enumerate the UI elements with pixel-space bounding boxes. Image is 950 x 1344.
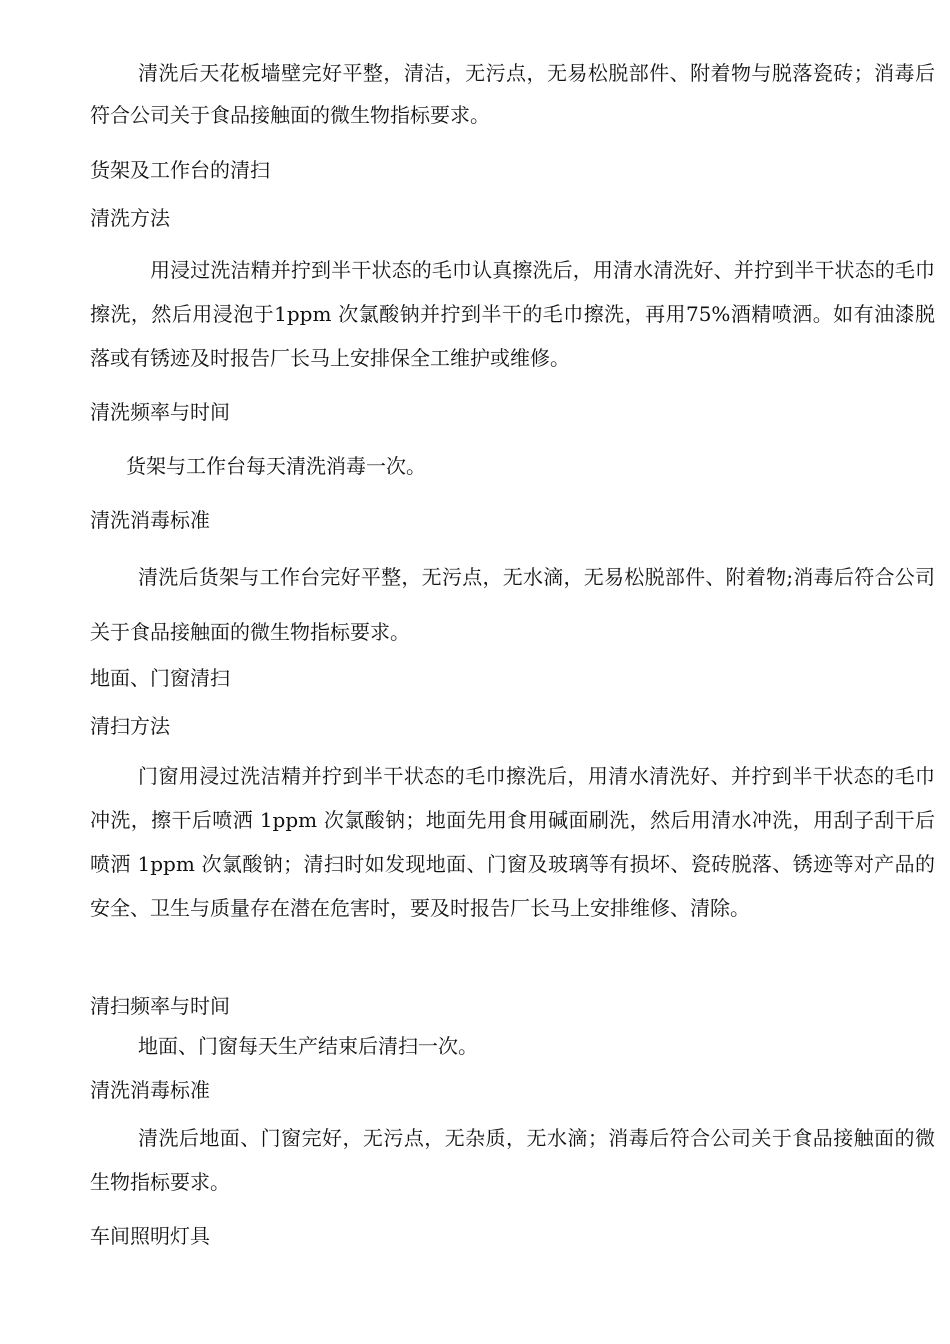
paragraph-shelf-cleaning-method: 用浸过洗洁精并拧到半干状态的毛巾认真擦洗后，用清水清洗好、并拧到半干状态的毛巾擦洗，然后用浸泡于1ppm 次氯酸钠并拧到半干的毛巾擦洗，再用75%酒精喷洒。如有油漆脱落或有锈迹及时报告厂长马上安排保全工维护或维修。 bbox=[90, 258, 935, 370]
paragraph-floor-standard: 清洗后地面、门窗完好，无污点，无杂质，无水滴；消毒后符合公司关于食品接触面的微生物指标要求。 bbox=[90, 1126, 935, 1194]
heading-cleaning-method: 清洗方法 bbox=[90, 206, 170, 230]
paragraph-floor-frequency: 地面、门窗每天生产结束后清扫一次。 bbox=[138, 1034, 478, 1058]
heading-cleaning-frequency: 清洗频率与时间 bbox=[90, 400, 230, 424]
paragraph-floor-sweeping-method: 门窗用浸过洗洁精并拧到半干状态的毛巾擦洗后，用清水清洗好、并拧到半干状态的毛巾冲洗，擦干后喷洒 1ppm 次氯酸钠；地面先用食用碱面刷洗，然后用清水冲洗，用刮子刮干后喷洒 1ppm 次氯酸钠；清扫时如发现地面、门窗及玻璃等有损坏、瓷砖脱落、锈迹等对产品的安全、卫生与质量存在潜在危害时，要及时报告厂长马上安排维修、清除。 bbox=[90, 764, 935, 920]
heading-disinfection-standard-2: 清洗消毒标准 bbox=[90, 1078, 210, 1102]
heading-sweeping-method: 清扫方法 bbox=[90, 714, 170, 738]
heading-sweeping-frequency: 清扫频率与时间 bbox=[90, 994, 230, 1018]
paragraph-shelf-frequency: 货架与工作台每天清洗消毒一次。 bbox=[126, 454, 426, 478]
heading-shelf-workbench-cleaning: 货架及工作台的清扫 bbox=[90, 158, 270, 182]
paragraph-ceiling-wall-standard: 清洗后天花板墙壁完好平整，清洁，无污点，无易松脱部件、附着物与脱落瓷砖；消毒后符合公司关于食品接触面的微生物指标要求。 bbox=[90, 61, 935, 127]
heading-workshop-lighting: 车间照明灯具 bbox=[90, 1224, 210, 1248]
heading-floor-door-window-cleaning: 地面、门窗清扫 bbox=[90, 666, 230, 690]
paragraph-shelf-standard: 清洗后货架与工作台完好平整，无污点，无水滴，无易松脱部件、附着物;消毒后符合公司关于食品接触面的微生物指标要求。 bbox=[90, 565, 935, 644]
heading-disinfection-standard: 清洗消毒标准 bbox=[90, 508, 210, 532]
